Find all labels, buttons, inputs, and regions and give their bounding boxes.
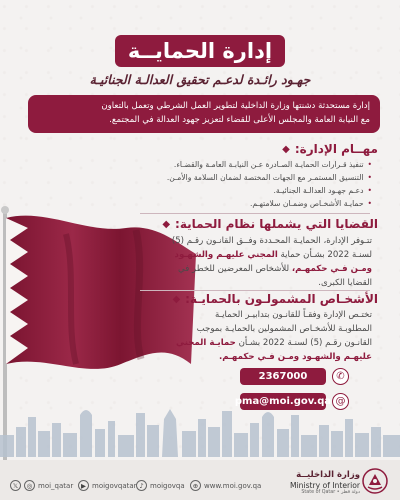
page-subtitle: جهـود رائـدة لدعـم تحقيق العدالـة الجنائيـة [89,72,311,87]
persons-paragraph: تختـص الإدارة وفقـاً للقانـون بتدابيـر الحمايـة المطلوبـة للأشخـاص المشمولين بالحمايـة بموجب القانـون رقـم (5) لسنـة 2022 بشـأن حمايـة المجني عليهـم والشهـود ومـن فـي حكمهـم. [176,310,372,362]
ministry-name-ar: وزارة الداخليــة [296,470,360,480]
social-tiktok[interactable] [136,480,185,491]
social-x[interactable] [10,480,21,491]
section-divider [140,213,370,214]
bullet-dot-icon: • [367,173,372,182]
at-icon: @ [332,393,349,410]
tasks-heading-row [282,141,378,157]
intro-banner [28,95,380,133]
ministry-name-en: Ministry of Interior [290,481,360,490]
social-youtube[interactable] [78,480,137,491]
social-instagram[interactable] [24,480,73,491]
social-website[interactable] [190,480,261,491]
youtube-handle: moigovqatar [92,481,137,490]
page-title: إدارة الحمايــة [127,39,273,63]
instagram-handle: moi_qatar [38,481,74,490]
tiktok-icon: ♪ [136,480,147,491]
list-item: • التنسيق المستمـر مع الجهات المختصة لضمان السلامة والأمـن. [166,173,372,182]
email-address[interactable]: pma@moi.gov.qa [240,393,326,410]
youtube-icon: ▶ [78,480,89,491]
instagram-icon: ◎ [24,480,35,491]
diamond-bullet-icon: ◆ [172,293,181,305]
x-icon: 𝕏 [10,480,21,491]
website-link: www.moi.gov.qa [204,481,262,490]
phone-icon: ✆ [332,368,349,385]
phone-number[interactable]: 2367000 [240,368,326,385]
persons-heading: الأشخـاص المشمولـون بالحمايـة: [185,292,378,306]
tasks-list [117,158,372,210]
doha-skyline [0,405,400,457]
cases-heading-row [162,216,378,232]
tasks-heading: مهــام الإدارة: [294,142,378,156]
list-item: • دعـم جهـود العدالـة الجنائيـة. [273,186,372,195]
cases-heading: القضايا التي يشملها نظام الحماية: [175,217,378,231]
diamond-bullet-icon: ◆ [282,143,290,155]
ministry-emblem-icon [362,468,388,494]
web-icon: ⊕ [190,480,201,491]
tiktok-handle: moigovqa [150,481,185,490]
ministry-country: State of Qatar • دولة قطر [301,490,360,495]
intro-line-2: مع النيابة العامة والمجلس الأعلى للقضاء لتعزيز جهود العدالة في المجتمع. [109,115,370,125]
bullet-dot-icon: • [367,160,372,169]
title-banner [115,35,285,67]
bullet-dot-icon: • [367,186,372,195]
flag-pole-top [1,206,9,214]
list-item: • حمايـة الأشخـاص وضمـان سلامتهـم. [249,199,372,208]
diamond-bullet-icon: ◆ [162,218,171,230]
list-item: • تنفيذ قـرارات الحمايـة الصـادرة عـن النيابـة العامـة والقضـاء. [173,160,372,169]
cases-paragraph: تتـوفر الإدارة، الحمايـة المحـددة وفــق القانـون رقـم (5) لسنـة 2022 بشـأن حماية المجني عليهـم والشهـود ومـن فـي حكمهـم، للأشخاص المعرضين للخطر في القضايا الكبرى. [171,236,372,288]
intro-line-1: إدارة مستحدثة دشنتها وزارة الداخلية لتطوير العمل الشرطي وتعمل بالتعاون [101,101,370,111]
persons-heading-row [172,291,378,307]
bullet-dot-icon: • [367,199,372,208]
